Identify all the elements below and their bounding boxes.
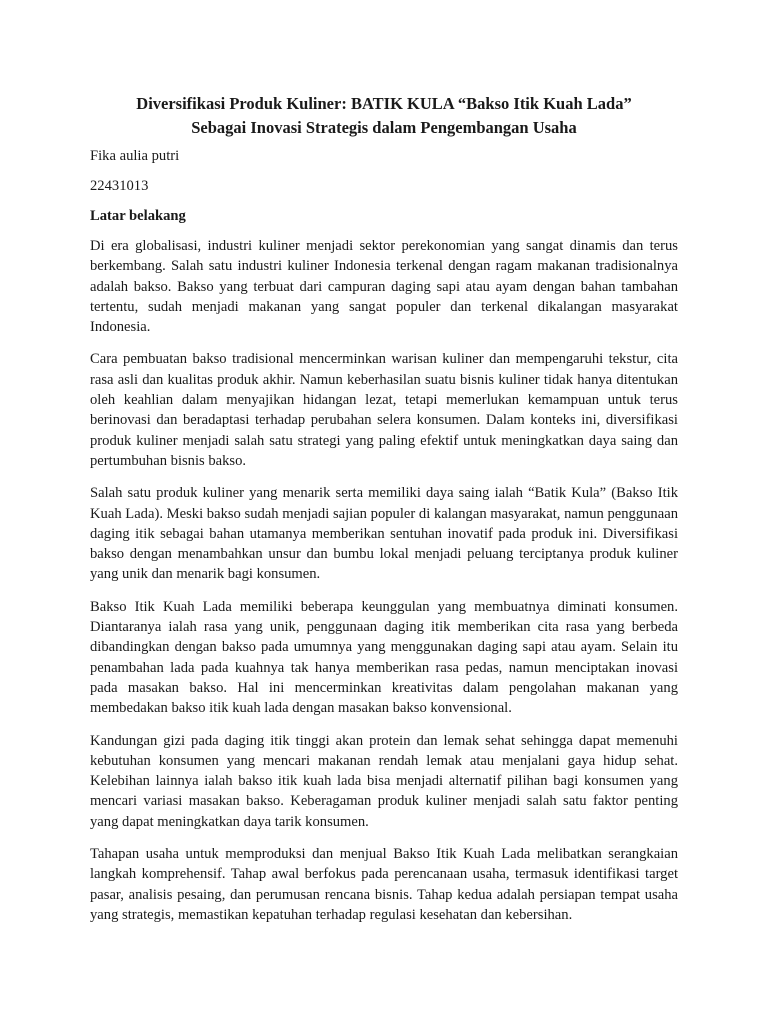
document-title — [90, 92, 678, 140]
body-paragraph: Kandungan gizi pada daging itik tinggi akan protein dan lemak sehat sehingga dapat memenuhi kebutuhan konsumen yang mencari makanan rendah lemak atau menjalani gaya hidup sehat. Kelebihan lainnya ialah bakso itik kuah lada bisa menjadi alternatif pilihan bagi konsumen yang mencari variasi masakan bakso. Keberagaman produk kuliner menjadi salah satu faktor penting yang dapat meningkatkan daya tarik konsumen. — [90, 732, 678, 830]
student-id: 22431013 — [90, 178, 149, 194]
body-paragraph: Cara pembuatan bakso tradisional mencerminkan warisan kuliner dan mempengaruhi tekstur, cita rasa asli dan kualitas produk akhir. Namun keberhasilan suatu bisnis kuliner tidak hanya ditentukan oleh keahlian dalam menyajikan hidangan lezat, tetapi memerlukan kemampuan untuk terus berinovasi dan beradaptasi terhadap perubahan selera konsumen. Dalam konteks ini, diversifikasi produk kuliner menjadi salah satu strategi yang paling efektif untuk meningkatkan daya saing dan pertumbuhan bisnis bakso. — [90, 351, 678, 469]
body-paragraph: Di era globalisasi, industri kuliner menjadi sektor perekonomian yang sangat dinamis dan terus berkembang. Salah satu industri kuliner Indonesia terkenal dengan ragam makanan tradisionalnya adalah bakso. Bakso yang terbuat dari campuran daging sapi atau ayam dengan bahan tambahan tertentu, sudah menjadi makanan yang sangat populer dan terkenal dikalangan masyarakat Indonesia. — [90, 238, 678, 336]
document-title-line-1: Diversifikasi Produk Kuliner: BATIK KULA “Bakso Itik Kuah Lada” — [136, 94, 632, 113]
body-paragraph: Salah satu produk kuliner yang menarik serta memiliki daya saing ialah “Batik Kula” (Bakso Itik Kuah Lada). Meski bakso sudah menjadi sajian populer di kalangan masyarakat, namun penggunaan daging itik sebagai bahan utamanya memberikan sentuhan inovatif pada produk ini. Diversifikasi bakso dengan menambahkan unsur dan bumbu lokal menjadi peluang terciptanya produk kuliner yang unik dan menarik bagi konsumen. — [90, 485, 678, 583]
author-name: Fika aulia putri — [90, 148, 180, 164]
section-heading-latar-belakang: Latar belakang — [90, 208, 186, 224]
body-paragraph: Bakso Itik Kuah Lada memiliki beberapa keunggulan yang membuatnya diminati konsumen. Diantaranya ialah rasa yang unik, penggunaan daging itik memberikan cita rasa yang berbeda dibandingkan dengan bakso pada umumnya yang menggunakan daging sapi atau ayam. Selain itu penambahan lada pada kuahnya tak hanya memberikan rasa pedas, namun menciptakan inovasi pada masakan bakso. Hal ini mencerminkan kreativitas dalam pengolahan makanan yang membedakan bakso itik kuah lada dengan masakan bakso konvensional. — [90, 598, 678, 717]
body-paragraph: Tahapan usaha untuk memproduksi dan menjual Bakso Itik Kuah Lada melibatkan serangkaian langkah komprehensif. Tahap awal berfokus pada perencanaan usaha, termasuk identifikasi target pasar, analisis pesaing, dan perumusan rencana bisnis. Tahap kedua adalah persiapan tempat usaha yang strategis, memastikan kepatuhan terhadap regulasi kesehatan dan kebersihan. — [90, 846, 678, 923]
document-title-line-2: Sebagai Inovasi Strategis dalam Pengembangan Usaha — [191, 118, 577, 137]
document-page — [90, 92, 678, 925]
